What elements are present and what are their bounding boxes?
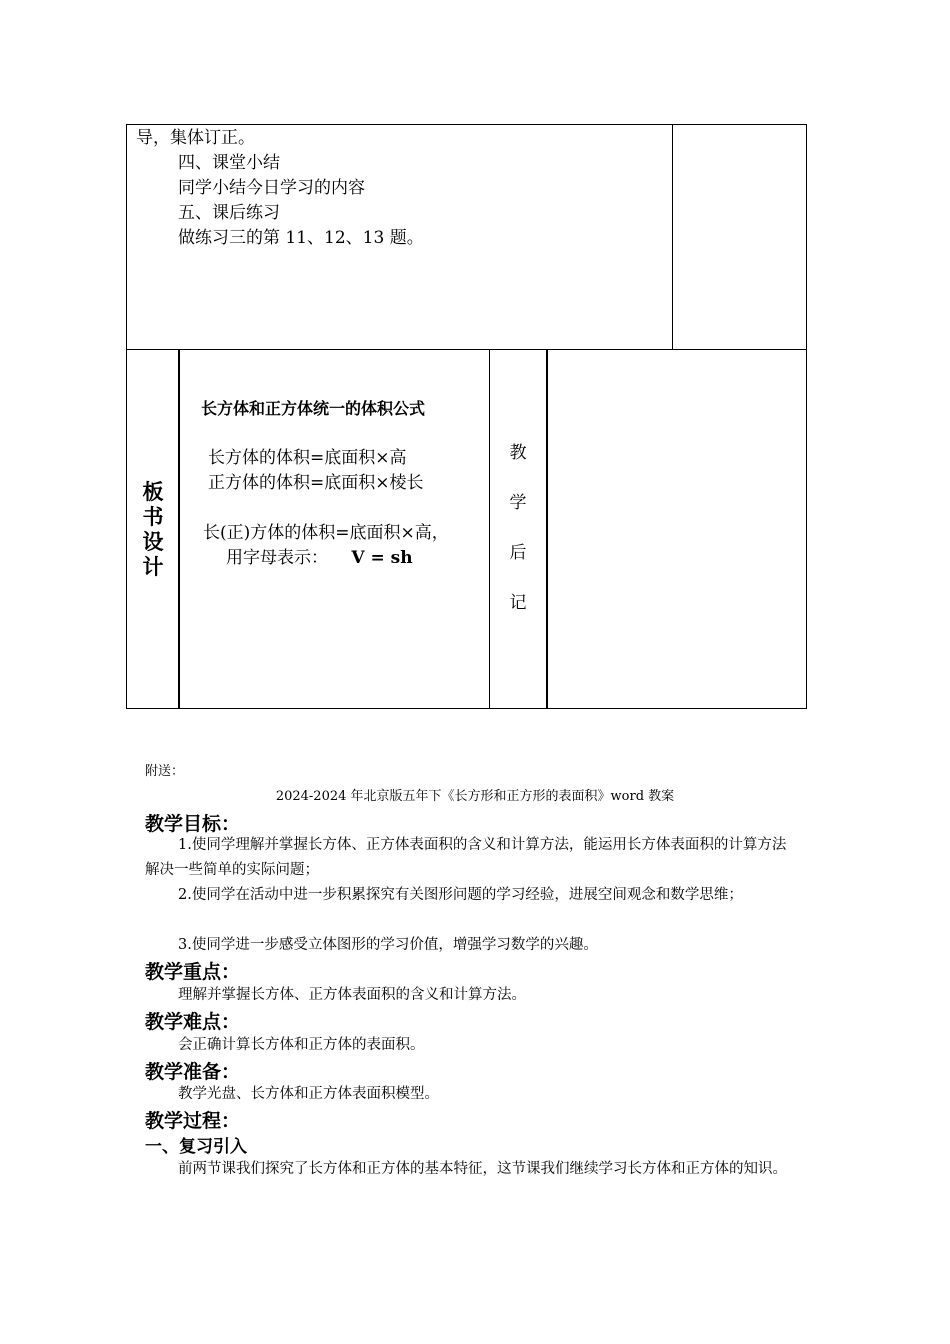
board-title: 长方体和正方体统一的体积公式 bbox=[201, 399, 426, 418]
table-border-middle bbox=[126, 349, 807, 350]
prep-text: 教学光盘、长方体和正方体表面积模型。 bbox=[178, 1086, 439, 1102]
board-line-unified: 长(正)方体的体积=底面积×高， bbox=[203, 523, 449, 543]
table-border-right bbox=[806, 124, 807, 709]
board-line-cube: 正方体的体积=底面积×棱长 bbox=[208, 473, 424, 493]
afterword-char-1: 教 bbox=[509, 443, 527, 463]
board-label-char-2: 书 bbox=[142, 505, 164, 529]
top-cell-line-5: 做练习三的第 11、12、13 题。 bbox=[178, 228, 424, 248]
board-formula: V = sh bbox=[351, 548, 413, 568]
top-cell-line-2: 四、课堂小结 bbox=[178, 153, 280, 173]
afterword-char-3: 后 bbox=[509, 543, 527, 563]
board-label-char-4: 计 bbox=[142, 555, 164, 579]
difficult-heading: 教学难点： bbox=[145, 1011, 241, 1033]
table-divider-board-label bbox=[178, 349, 180, 708]
board-label-char-1: 板 bbox=[142, 480, 164, 504]
goal-2: 2.使同学在活动中进一步积累探究有关图形问题的学习经验，进展空间观念和数学思维； bbox=[178, 887, 743, 903]
key-heading: 教学重点： bbox=[145, 961, 241, 983]
afterword-char-2: 学 bbox=[509, 493, 527, 513]
afterword-label bbox=[491, 441, 545, 616]
goal-1: 1.使同学理解并掌握长方体、正方体表面积的含义和计算方法，能运用长方体表面积的计算方法解决一些简单的实际问题； bbox=[145, 837, 787, 878]
board-line-letters bbox=[226, 546, 413, 571]
goals-heading: 教学目标： bbox=[145, 813, 241, 835]
afterword-char-4: 记 bbox=[509, 593, 527, 613]
difficult-text: 会正确计算长方体和正方体的表面积。 bbox=[178, 1037, 425, 1053]
table-divider-afterword bbox=[546, 349, 548, 708]
table-border-bottom bbox=[126, 708, 807, 709]
board-design-label bbox=[130, 480, 176, 580]
appendix-note: 附送： bbox=[145, 764, 185, 779]
top-cell-line-1: 导，集体订正。 bbox=[136, 128, 255, 148]
appendix-title: 2024-2024 年北京版五年下《长方形和正方形的表面积》word 教案 bbox=[275, 789, 675, 804]
table-divider-top-right bbox=[672, 124, 673, 349]
prep-heading: 教学准备： bbox=[145, 1061, 241, 1083]
key-text: 理解并掌握长方体、正方体表面积的含义和计算方法。 bbox=[178, 987, 526, 1003]
table-divider-board-content bbox=[489, 349, 490, 708]
process-heading: 教学过程： bbox=[145, 1110, 241, 1132]
table-border-top bbox=[126, 124, 807, 125]
goal-3: 3.使同学进一步感受立体图形的学习价值，增强学习数学的兴趣。 bbox=[178, 937, 598, 953]
top-cell-line-4: 五、课后练习 bbox=[178, 203, 280, 223]
section1-text: 前两节课我们探究了长方体和正方体的基本特征，这节课我们继续学习长方体和正方体的知识。 bbox=[178, 1161, 787, 1177]
board-label-char-3: 设 bbox=[142, 530, 164, 554]
board-letters-prefix: 用字母表示： bbox=[226, 548, 328, 568]
top-cell-line-3: 同学小结今日学习的内容 bbox=[178, 178, 365, 198]
section1-heading: 一、复习引入 bbox=[145, 1137, 247, 1157]
board-line-cuboid: 长方体的体积=底面积×高 bbox=[208, 448, 407, 468]
table-border-left bbox=[126, 124, 127, 709]
